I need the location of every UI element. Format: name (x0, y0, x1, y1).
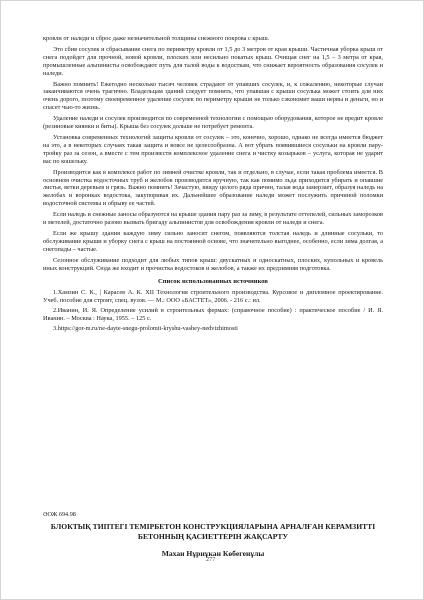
page-number: 277 (206, 556, 216, 563)
reference-2: 2.Иванин, И. Я. Определение усилий в строительных фермах: (справочное пособие) : практическое пособие / И. Я. Иванин. – Москва : Наука, 1955. – 125 с. (43, 307, 383, 323)
reference-1: 1.Хамзин С. К., | Карасев А. К. ХІІ Технология строительного производства. Курсовое и дипломное проектирование. Учеб. пособие для строит, спец. вузов. — М.: ООО «БАСТЕТ», 2006. - 216 с.: ил. (43, 289, 383, 305)
paragraph-3: Удаление наледи и сосулек производится по современной технологии с помощью оборудования, которое не вредит кровле (резиновые киянки и биты). Крыша без сосулек дольше не потребует ремонта. (43, 115, 383, 131)
paragraph-8: Сезонное обслуживание подходит для любых типов крыш: двускатных и односкатных, плоских, купольных и кровель иных конструкций. Сюда же входит и прочистка водостоков и желобов, а также их предзимняя подготовка. (43, 256, 383, 272)
body-text (43, 35, 383, 335)
article-author: Махан Нұрнұкан Көбегенұлы (161, 549, 265, 558)
top-line: кровли от наледи и сброс даже незначительной толщины снежного покрова с крыш. (43, 35, 270, 42)
paragraph-7: Если же крышу здания каждую зиму сильно заносит снегом, появляются толстая наледь и длинные сосульки, то обслуживание крыши и уборку снега с крыш на постоянной основе, что значительно выгоднее, особенно, если зима долгая, а снегопады – частые. (43, 229, 383, 253)
references-title: Список использованных источников (158, 278, 268, 286)
paragraph-2: Важно помнить! Ежегодно несколько тысяч человек страдают от упавших сосулек, и, к сожалению, некоторые случаи заканчиваются очень трагично. Владельцам зданий следует помнить, что упавшая с крыши сосулька может стоить для них очень дорого, поэтому своевременное удаление сосулек по периметру крыши не только сэкономит ваши нервы и деньги, но и спасет чью-то жизнь. (43, 80, 383, 112)
paragraph-5: Производится как в комплексе работ по зимней очистке кровли, так и отдельно, в случае, если такая проблема имеется. В основном очистка водосточных труб и желобов производится вручную, так как помимо льда приходится убирать и опавшие листья, ветки деревьев и грязь. Важно помнить! Зачастую, ввиду целого ряда причин, талая вода замерзает, образуя наледь на желобах и воронках водостока, закупоривая их. Дальнейшее образование наледи может послужить причиной поломки водосточной системы и обрыву ее частей. (43, 168, 383, 208)
article-title: БЛОКТЫҚ ТИПТЕГІ ТЕМІРБЕТОН КОНСТРУКЦИЯЛАРЫНА АРНАЛҒАН КЕРАМЗИТТІ БЕТОННЫҢ ҚАСИЕТТЕРІН ЖАҚСАРТУ (50, 522, 376, 541)
paragraph-4: Установка современных технологий защиты кровли от сосулек – это, конечно, хорошо, однако не всегда имеется бюджет на это, а в некоторых случаях такая защита и вовсе не целесообразна. А вот убрать появившиеся сосульки на кровли пару-тройку раз за сезон, а вместе с тем произвести комплексное удаление снега и чистку козырьков – услуга, которая не ударит вас по кошельку. (43, 133, 383, 165)
reference-3: 3.https://gor-m.ru/ne-dayte-snegu-prolomit-kryshu-vashey-nedvizhimosti (53, 325, 238, 333)
udk-code: ӘОЖ 694.98 (43, 511, 76, 518)
paragraph-1: Это сбив сосулек и сбрасывание снега по периметру кровли от 1,5 до 3 метров от края крыши. Частичная уборка крыш от снега подойдет для прочной, новой кровли, плоских или несильно покатых крыш. Очищая снег на 1,5 – 3 метра от края, промышленные альпинисты освобождают путь для талой воды к водосткам, что снижает вероятность образования сосулек и наледи. (43, 45, 383, 77)
paragraph-6: Если наледь и снежные заносы образуются на крыше здания пару раз за зиму, в результате оттепелей, сильных заморозков и метелей, достаточно разово вызвать бригаду альпинистов для освобождения кровли от наледи и снега. (43, 211, 383, 227)
